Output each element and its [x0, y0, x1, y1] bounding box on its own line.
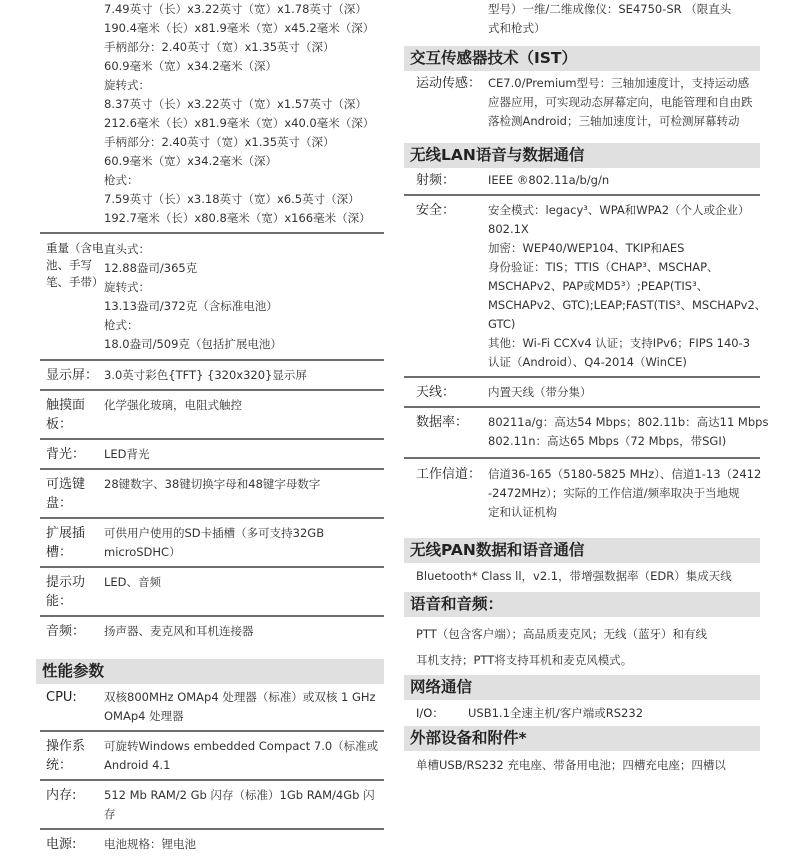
spec-value-line: MSCHAPv2、GTC);LEAP;FAST(TIS³、MSCHAPv2、 — [488, 298, 767, 312]
spec-label: 扩展插槽： — [46, 526, 86, 560]
weight-values — [104, 240, 384, 354]
spec-value-line: -2472MHz）；实际的工作信道/频率取决于当地规 — [488, 486, 740, 500]
spec-row-channels — [404, 459, 760, 526]
spec-label: 天线： — [416, 385, 456, 400]
spec-value-line: 身份验证：TIS；TTIS（CHAP³、MSCHAP、 — [488, 260, 719, 274]
spec-value: 内置天线（带分集） — [488, 385, 592, 399]
spec-label: I/O： — [416, 706, 444, 720]
spec-row-antenna — [404, 378, 760, 406]
spec-label: 音频： — [46, 624, 86, 639]
section-header-wlan: 无线LAN语音与数据通信 — [404, 143, 760, 168]
spec-label: 操作系统： — [46, 739, 86, 773]
spec-value-line: 60.9毫米（宽）x34.2毫米（深） — [104, 154, 278, 168]
spec-value: 扬声器、麦克风和耳机连接器 — [104, 624, 254, 638]
spec-label: 内存: — [46, 788, 77, 803]
spec-value-line: 手柄部分：2.40英寸（宽）x1.35英寸（深） — [104, 40, 335, 54]
spec-value: 双核800MHz OMAp4 处理器（标准）或双核 1 GHz OMAp4 处理器 — [104, 690, 376, 723]
spec-value: LED、音频 — [104, 575, 162, 589]
section-header-wpan: 无线PAN数据和语音通信 — [404, 538, 760, 563]
spec-value-line: 枪式： — [104, 318, 139, 332]
spec-value: 化学强化玻璃，电阻式触控 — [104, 398, 242, 412]
spec-label: 背光： — [46, 447, 86, 462]
spec-row-expansion-slot — [40, 519, 384, 566]
section-header-network: 网络通信 — [404, 675, 760, 700]
spec-label: CPU: — [46, 690, 77, 705]
spec-row-weight — [40, 234, 384, 359]
spec-value-line: 耳机支持；PTT将支持耳机和麦克风模式。 — [416, 653, 633, 667]
spec-label: 提示功能： — [46, 575, 86, 609]
spec-value-line: GTC) — [488, 317, 516, 331]
spec-value-line: 加密：WEP40/WEP104、TKIP和AES — [488, 241, 685, 255]
section-header-accessories: 外部设备和附件* — [404, 726, 760, 751]
channels-values — [488, 465, 761, 522]
spec-label: 可选键盘： — [46, 477, 86, 511]
spec-label: 工作信道： — [416, 467, 482, 482]
spec-value-line: 12.88盎司/365克 — [104, 261, 198, 275]
spec-row-audio — [40, 617, 384, 645]
spec-row-io — [404, 700, 760, 726]
spec-value-line: 802.1X — [488, 222, 529, 236]
spec-column-right — [404, 0, 769, 775]
spec-value-line: 安全模式：legacy³、WPA和WPA2（个人或企业） — [488, 203, 750, 217]
spec-value-line: PTT（包含客户端）；高品质麦克风；无线（蓝牙）和有线 — [416, 627, 708, 641]
spec-value-line: 旋转式： — [104, 78, 150, 92]
spec-value-line: 式和枪式） — [488, 21, 546, 35]
spec-value: 电池规格：锂电池 — [104, 837, 196, 851]
spec-label: 射频： — [416, 173, 456, 188]
spec-value-line: 旋转式： — [104, 280, 150, 294]
spec-label — [40, 0, 104, 228]
accessories-text: 单槽USB/RS232 充电座、带备用电池；四槽充电座；四槽以 — [416, 758, 726, 772]
spec-value-line: 信道36-165（5180-5825 MHz）、信道1-13（2412 — [488, 467, 762, 481]
spec-label: 电源: — [46, 837, 77, 852]
spec-row-security — [404, 196, 767, 376]
spec-row-cpu — [40, 684, 384, 730]
wpan-text: Bluetooth* Class ll，v2.1，带增强数据率（EDR）集成天线 — [416, 569, 732, 583]
spec-value: 28键数字、38键切换字母和48键字母数字 — [104, 477, 321, 491]
datarate-values — [488, 413, 768, 451]
spec-value-line: 60.9毫米（宽）x34.2毫米（深） — [104, 59, 278, 73]
spec-value: 可旋转Windows embedded Compact 7.0（标准或 Android 4.1 — [104, 739, 379, 772]
spec-value-line: 枪式： — [104, 173, 139, 187]
spec-value: IEEE ®802.11a/b/g/n — [488, 173, 610, 187]
spec-value-line: 13.13盎司/372克（含标准电池） — [104, 299, 278, 313]
spec-row-keyboard — [40, 470, 384, 517]
spec-row-display — [40, 361, 384, 389]
spec-value-line: 型号）一维/二维成像仪：SE4750-SR （限直头 — [488, 2, 732, 16]
spec-value-line: 定和认证机构 — [488, 505, 557, 519]
spec-value-line: MSCHAPv2、PAP或MD5³）;PEAP(TIS³、 — [488, 279, 709, 293]
spec-value-line: 直头式： — [104, 242, 150, 256]
spec-value: CE7.0/Premium型号：三轴加速度计，支持运动感应器应用，可实现动态屏幕定向，电能管理和自由跌落检测Android；三轴加速度计，可检测屏幕转动 — [488, 76, 753, 128]
spec-label: 触摸面板： — [46, 398, 86, 432]
spec-value-line: 190.4毫米（长）x81.9毫米（宽）x45.2毫米（深） — [104, 21, 375, 35]
spec-value-line: 手柄部分：2.40英寸（宽）x1.35英寸（深） — [104, 135, 335, 149]
scanner-values — [488, 0, 760, 38]
spec-label: 运动传感： — [416, 76, 482, 91]
spec-row-notification — [40, 568, 384, 615]
spec-value: 3.0英寸彩色{TFT} {320x320}显示屏 — [104, 368, 307, 382]
spec-label: 显示屏： — [46, 368, 99, 383]
spec-label: 安全： — [416, 203, 456, 218]
spec-value-line: 其他：Wi-Fi CCXv4 认证；支持IPv6；FIPS 140-3 — [488, 336, 751, 350]
section-header-ist: 交互传感器技术（IST） — [404, 46, 760, 71]
spec-value-line: 7.49英寸（长）x3.22英寸（宽）x1.78英寸（深） — [104, 2, 367, 16]
spec-label: 数据率： — [416, 415, 469, 430]
dimensions-values — [104, 0, 384, 228]
security-values — [488, 201, 766, 372]
section-header-performance: 性能参数 — [36, 659, 384, 684]
voice-audio-text — [404, 617, 760, 673]
spec-value-line: 802.11n：高达65 Mbps（72 Mbps，带SGI) — [488, 434, 727, 448]
spec-value: 可供用户使用的SD卡插槽（多可支持32GB microSDHC） — [104, 526, 325, 559]
spec-value: USB1.1全速主机/客户端或RS232 — [468, 706, 644, 720]
spec-row-power — [40, 830, 384, 858]
spec-label — [416, 0, 488, 38]
spec-row-memory — [40, 781, 384, 828]
spec-column-left — [40, 0, 384, 858]
spec-row-dimensions — [40, 0, 384, 228]
spec-row-scanner-continued — [404, 0, 760, 38]
spec-value-line: 7.59英寸（长）x3.18英寸（宽）x6.5英寸（深） — [104, 192, 360, 206]
spec-label: 重量（含电池、手写笔、手带） — [46, 241, 104, 289]
spec-value-line: 212.6毫米（长）x81.9毫米（宽）x40.0毫米（深） — [104, 116, 375, 130]
spec-row-touch-panel — [40, 391, 384, 438]
spec-value: 512 Mb RAM/2 Gb 闪存（标准）1Gb RAM/4Gb 闪存 — [104, 788, 375, 821]
spec-row-os — [40, 732, 384, 779]
spec-value-line: 认证（Android）、Q4-2014（WinCE) — [488, 355, 687, 369]
spec-row-motion-sensor — [404, 71, 760, 137]
spec-row-backlight — [40, 440, 384, 468]
spec-value-line: 80211a/g：高达54 Mbps；802.11b：高达11 Mbps — [488, 415, 769, 429]
spec-row-radio — [404, 168, 760, 194]
spec-row-data-rate — [404, 408, 769, 457]
spec-value-line: 192.7毫米（长）x80.8毫米（宽）x166毫米（深） — [104, 211, 371, 225]
spec-value-line: 18.0盎司/509克（包括扩展电池） — [104, 337, 282, 351]
spec-value: LED背光 — [104, 447, 150, 461]
section-header-voice-audio: 语音和音频： — [404, 592, 760, 617]
spec-value-line: 8.37英寸（长）x3.22英寸（宽）x1.57英寸（深） — [104, 97, 367, 111]
